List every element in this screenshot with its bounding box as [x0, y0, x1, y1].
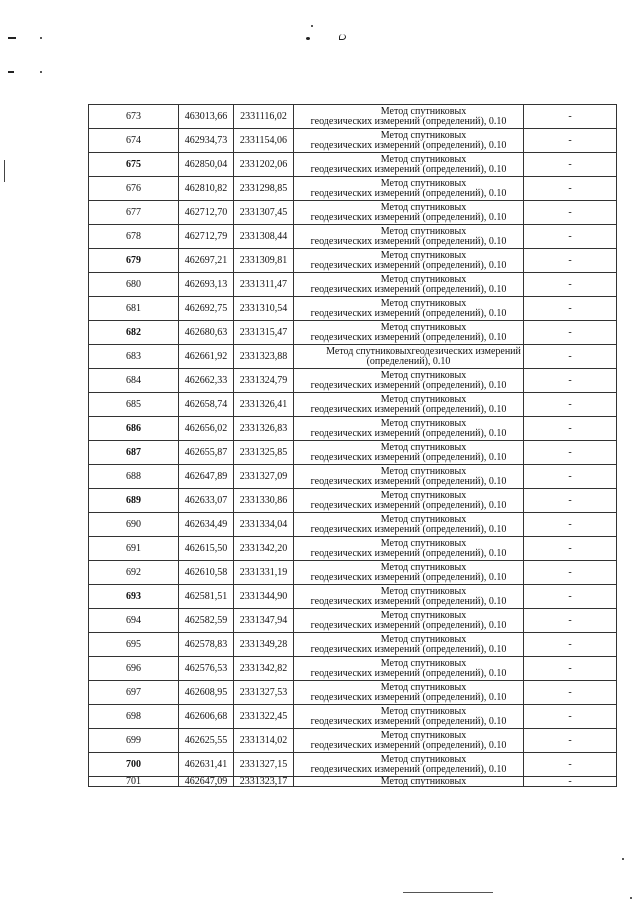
y-coordinate-cell: 2331298,85	[234, 177, 294, 201]
table-row	[89, 225, 617, 249]
x-coordinate-cell: 462610,58	[179, 561, 234, 585]
method-line-1: Метод спутниковых	[380, 705, 467, 717]
method-line-1: Метод спутниковых	[380, 249, 467, 261]
method-line-1: Метод спутниковых	[380, 729, 467, 741]
x-coordinate-cell: 462647,09	[179, 777, 234, 787]
table-row	[89, 129, 617, 153]
method-line-2: геодезических измерений (определений), 0.10	[310, 235, 507, 247]
table-row	[89, 489, 617, 513]
precision-cell: -	[524, 681, 617, 705]
x-coordinate-cell: 462581,51	[179, 585, 234, 609]
x-coordinate-cell: 462810,82	[179, 177, 234, 201]
table-row	[89, 537, 617, 561]
table-row	[89, 585, 617, 609]
y-coordinate-cell: 2331327,53	[234, 681, 294, 705]
y-coordinate-cell: 2331323,17	[234, 777, 294, 787]
method-cell	[294, 585, 524, 609]
table-row	[89, 705, 617, 729]
point-number-cell: 681	[89, 297, 179, 321]
table-row	[89, 393, 617, 417]
precision-cell: -	[524, 585, 617, 609]
point-number-cell: 680	[89, 273, 179, 297]
method-cell	[294, 153, 524, 177]
table-row	[89, 105, 617, 129]
precision-cell: -	[524, 273, 617, 297]
table-row	[89, 345, 617, 369]
table-row	[89, 297, 617, 321]
point-number-cell: 678	[89, 225, 179, 249]
method-line-2: геодезических измерений (определений), 0.10	[310, 547, 507, 559]
method-line-2: геодезических измерений (определений), 0.10	[310, 619, 507, 631]
y-coordinate-cell: 2331344,90	[234, 585, 294, 609]
method-cell	[294, 489, 524, 513]
x-coordinate-cell: 462661,92	[179, 345, 234, 369]
x-coordinate-cell: 462625,55	[179, 729, 234, 753]
method-cell	[294, 201, 524, 225]
method-line-2: геодезических измерений (определений), 0.10	[310, 331, 507, 343]
table-row	[89, 729, 617, 753]
method-cell	[294, 273, 524, 297]
table-row	[89, 249, 617, 273]
point-number-cell: 692	[89, 561, 179, 585]
y-coordinate-cell: 2331323,88	[234, 345, 294, 369]
method-cell	[294, 105, 524, 129]
method-cell	[294, 777, 524, 787]
table-row	[89, 657, 617, 681]
table-row	[89, 753, 617, 777]
y-coordinate-cell: 2331326,41	[234, 393, 294, 417]
scan-mark	[8, 71, 14, 73]
y-coordinate-cell: 2331342,82	[234, 657, 294, 681]
y-coordinate-cell: 2331327,15	[234, 753, 294, 777]
precision-cell: -	[524, 249, 617, 273]
method-line-2: геодезических измерений (определений), 0.10	[310, 187, 507, 199]
y-coordinate-cell: 2331314,02	[234, 729, 294, 753]
method-cell	[294, 465, 524, 489]
y-coordinate-cell: 2331349,28	[234, 633, 294, 657]
x-coordinate-cell: 462576,53	[179, 657, 234, 681]
x-coordinate-cell: 462697,21	[179, 249, 234, 273]
scan-mark	[630, 897, 632, 899]
x-coordinate-cell: 463013,66	[179, 105, 234, 129]
y-coordinate-cell: 2331315,47	[234, 321, 294, 345]
method-line-1: Метод спутниковых	[380, 417, 467, 429]
table-row	[89, 777, 617, 787]
method-line-2: геодезических измерений (определений), 0.10	[310, 283, 507, 295]
method-line-1: Метод спутниковых	[380, 393, 467, 405]
precision-cell: -	[524, 657, 617, 681]
method-cell	[294, 417, 524, 441]
precision-cell: -	[524, 153, 617, 177]
point-number-cell: 699	[89, 729, 179, 753]
method-line-1: Метод спутниковых	[380, 321, 467, 333]
method-line-2: геодезических измерений (определений), 0.10	[310, 115, 507, 127]
x-coordinate-cell: 462608,95	[179, 681, 234, 705]
y-coordinate-cell: 2331307,45	[234, 201, 294, 225]
x-coordinate-cell: 462656,02	[179, 417, 234, 441]
x-coordinate-cell: 462712,70	[179, 201, 234, 225]
precision-cell: -	[524, 609, 617, 633]
point-number-cell: 677	[89, 201, 179, 225]
point-number-cell: 675	[89, 153, 179, 177]
y-coordinate-cell: 2331342,20	[234, 537, 294, 561]
table-row	[89, 417, 617, 441]
point-number-cell: 693	[89, 585, 179, 609]
precision-cell: -	[524, 561, 617, 585]
point-number-cell: 688	[89, 465, 179, 489]
method-line-2: геодезических измерений (определений), 0.10	[310, 571, 507, 583]
method-line-1: Метод спутниковых	[380, 273, 467, 285]
table-row	[89, 441, 617, 465]
y-coordinate-cell: 2331334,04	[234, 513, 294, 537]
precision-cell: -	[524, 777, 617, 787]
method-line-1: Метод спутниковых	[380, 657, 467, 669]
method-line-1: Метод спутниковых	[380, 609, 467, 621]
method-line-1: Метод спутниковых	[380, 561, 467, 573]
scan-mark	[4, 160, 5, 182]
method-cell	[294, 321, 524, 345]
x-coordinate-cell: 462631,41	[179, 753, 234, 777]
scan-mark	[339, 34, 346, 40]
method-line-2: геодезических измерений (определений), 0.10	[310, 379, 507, 391]
method-cell	[294, 225, 524, 249]
point-number-cell: 679	[89, 249, 179, 273]
coordinates-table	[88, 104, 617, 787]
method-line-2: геодезических измерений (определений), 0.10	[310, 259, 507, 271]
y-coordinate-cell: 2331154,06	[234, 129, 294, 153]
method-line-2: геодезических измерений (определений), 0.10	[310, 211, 507, 223]
x-coordinate-cell: 462712,79	[179, 225, 234, 249]
method-line-1: Метод спутниковых	[380, 153, 467, 165]
table-row	[89, 153, 617, 177]
x-coordinate-cell: 462647,89	[179, 465, 234, 489]
x-coordinate-cell: 462634,49	[179, 513, 234, 537]
method-line-2: геодезических измерений (определений), 0.10	[310, 499, 507, 511]
scan-mark	[40, 71, 42, 73]
x-coordinate-cell: 462658,74	[179, 393, 234, 417]
method-cell	[294, 513, 524, 537]
method-line-1: Метод спутниковых	[380, 105, 467, 117]
precision-cell: -	[524, 465, 617, 489]
point-number-cell: 696	[89, 657, 179, 681]
method-line-1: Метод спутниковых	[380, 753, 467, 765]
method-line-1: Метод спутниковыхгеодезических измерений	[326, 345, 521, 357]
method-cell	[294, 705, 524, 729]
precision-cell: -	[524, 369, 617, 393]
x-coordinate-cell: 462934,73	[179, 129, 234, 153]
point-number-cell: 694	[89, 609, 179, 633]
y-coordinate-cell: 2331325,85	[234, 441, 294, 465]
method-line-1: Метод спутниковых	[380, 201, 467, 213]
precision-cell: -	[524, 177, 617, 201]
y-coordinate-cell: 2331326,83	[234, 417, 294, 441]
x-coordinate-cell: 462693,13	[179, 273, 234, 297]
y-coordinate-cell: 2331202,06	[234, 153, 294, 177]
point-number-cell: 684	[89, 369, 179, 393]
y-coordinate-cell: 2331116,02	[234, 105, 294, 129]
point-number-cell: 691	[89, 537, 179, 561]
scan-mark	[8, 37, 16, 39]
method-line-2: геодезических измерений (определений), 0.10	[310, 475, 507, 487]
table-row	[89, 321, 617, 345]
method-cell	[294, 561, 524, 585]
footer-line	[403, 892, 493, 893]
point-number-cell: 683	[89, 345, 179, 369]
method-cell	[294, 177, 524, 201]
method-cell	[294, 753, 524, 777]
method-cell	[294, 249, 524, 273]
method-cell	[294, 537, 524, 561]
method-line-2: геодезических измерений (определений), 0.10	[310, 307, 507, 319]
point-number-cell: 698	[89, 705, 179, 729]
y-coordinate-cell: 2331331,19	[234, 561, 294, 585]
y-coordinate-cell: 2331327,09	[234, 465, 294, 489]
method-cell	[294, 729, 524, 753]
method-line-2: геодезических измерений (определений), 0.10	[310, 595, 507, 607]
method-line-2: геодезических измерений (определений), 0.10	[310, 739, 507, 751]
method-cell	[294, 297, 524, 321]
method-cell	[294, 657, 524, 681]
precision-cell: -	[524, 225, 617, 249]
method-line-1: Метод спутниковых	[380, 465, 467, 477]
table-row	[89, 273, 617, 297]
precision-cell: -	[524, 105, 617, 129]
x-coordinate-cell: 462606,68	[179, 705, 234, 729]
method-line-2: геодезических измерений (определений), 0.10	[310, 715, 507, 727]
y-coordinate-cell: 2331347,94	[234, 609, 294, 633]
precision-cell: -	[524, 633, 617, 657]
method-line-1: Метод спутниковых	[380, 129, 467, 141]
scan-mark	[622, 858, 624, 860]
precision-cell: -	[524, 705, 617, 729]
point-number-cell: 690	[89, 513, 179, 537]
x-coordinate-cell: 462662,33	[179, 369, 234, 393]
method-cell	[294, 345, 524, 369]
table-row	[89, 561, 617, 585]
method-line-2: геодезических измерений (определений), 0.10	[310, 763, 507, 775]
method-cell	[294, 441, 524, 465]
precision-cell: -	[524, 441, 617, 465]
point-number-cell: 700	[89, 753, 179, 777]
table-row	[89, 681, 617, 705]
y-coordinate-cell: 2331310,54	[234, 297, 294, 321]
method-line-2: геодезических измерений (определений), 0.10	[310, 451, 507, 463]
precision-cell: -	[524, 321, 617, 345]
table-row	[89, 513, 617, 537]
precision-cell: -	[524, 297, 617, 321]
table-row	[89, 633, 617, 657]
point-number-cell: 686	[89, 417, 179, 441]
method-line-2: (определений), 0.10	[366, 355, 451, 367]
y-coordinate-cell: 2331311,47	[234, 273, 294, 297]
method-line-2: геодезических измерений (определений), 0.10	[310, 523, 507, 535]
precision-cell: -	[524, 201, 617, 225]
x-coordinate-cell: 462680,63	[179, 321, 234, 345]
precision-cell: -	[524, 513, 617, 537]
point-number-cell: 674	[89, 129, 179, 153]
table-row	[89, 201, 617, 225]
method-cell	[294, 609, 524, 633]
method-line-1: Метод спутниковых	[380, 369, 467, 381]
method-line-1: Метод спутниковых	[380, 441, 467, 453]
method-line-1: Метод спутниковых	[380, 177, 467, 189]
point-number-cell: 701	[89, 777, 179, 787]
point-number-cell: 697	[89, 681, 179, 705]
method-line-1: Метод спутниковых	[380, 513, 467, 525]
point-number-cell: 673	[89, 105, 179, 129]
table-row	[89, 369, 617, 393]
method-cell	[294, 369, 524, 393]
precision-cell: -	[524, 393, 617, 417]
method-cell	[294, 681, 524, 705]
x-coordinate-cell: 462615,50	[179, 537, 234, 561]
point-number-cell: 687	[89, 441, 179, 465]
precision-cell: -	[524, 489, 617, 513]
scan-mark	[40, 37, 42, 39]
scan-mark	[311, 25, 313, 27]
precision-cell: -	[524, 417, 617, 441]
method-line-1: Метод спутниковых	[380, 776, 467, 787]
y-coordinate-cell: 2331324,79	[234, 369, 294, 393]
method-line-1: Метод спутниковых	[380, 681, 467, 693]
method-line-2: геодезических измерений (определений), 0.10	[310, 691, 507, 703]
method-line-2: геодезических измерений (определений), 0.10	[310, 667, 507, 679]
method-line-2: геодезических измерений (определений), 0.10	[310, 403, 507, 415]
point-number-cell: 689	[89, 489, 179, 513]
method-line-1: Метод спутниковых	[380, 585, 467, 597]
method-line-1: Метод спутниковых	[380, 297, 467, 309]
point-number-cell: 695	[89, 633, 179, 657]
y-coordinate-cell: 2331330,86	[234, 489, 294, 513]
precision-cell: -	[524, 129, 617, 153]
table-row	[89, 609, 617, 633]
table-row	[89, 465, 617, 489]
precision-cell: -	[524, 753, 617, 777]
y-coordinate-cell: 2331308,44	[234, 225, 294, 249]
point-number-cell: 676	[89, 177, 179, 201]
x-coordinate-cell: 462578,83	[179, 633, 234, 657]
method-line-2: геодезических измерений (определений), 0.10	[310, 643, 507, 655]
x-coordinate-cell: 462655,87	[179, 441, 234, 465]
point-number-cell: 685	[89, 393, 179, 417]
precision-cell: -	[524, 729, 617, 753]
x-coordinate-cell: 462850,04	[179, 153, 234, 177]
coordinates-table-body	[89, 105, 617, 787]
method-line-2: геодезических измерений (определений), 0.10	[310, 139, 507, 151]
x-coordinate-cell: 462692,75	[179, 297, 234, 321]
point-number-cell: 682	[89, 321, 179, 345]
y-coordinate-cell: 2331322,45	[234, 705, 294, 729]
method-cell	[294, 129, 524, 153]
y-coordinate-cell: 2331309,81	[234, 249, 294, 273]
method-cell	[294, 633, 524, 657]
method-line-2: геодезических измерений (определений), 0.10	[310, 427, 507, 439]
method-line-1: Метод спутниковых	[380, 225, 467, 237]
table-row	[89, 177, 617, 201]
precision-cell: -	[524, 345, 617, 369]
method-line-1: Метод спутниковых	[380, 537, 467, 549]
x-coordinate-cell: 462582,59	[179, 609, 234, 633]
x-coordinate-cell: 462633,07	[179, 489, 234, 513]
method-line-1: Метод спутниковых	[380, 489, 467, 501]
method-line-2: геодезических измерений (определений), 0.10	[310, 163, 507, 175]
method-line-1: Метод спутниковых	[380, 633, 467, 645]
scan-mark	[306, 37, 310, 40]
method-cell	[294, 393, 524, 417]
precision-cell: -	[524, 537, 617, 561]
